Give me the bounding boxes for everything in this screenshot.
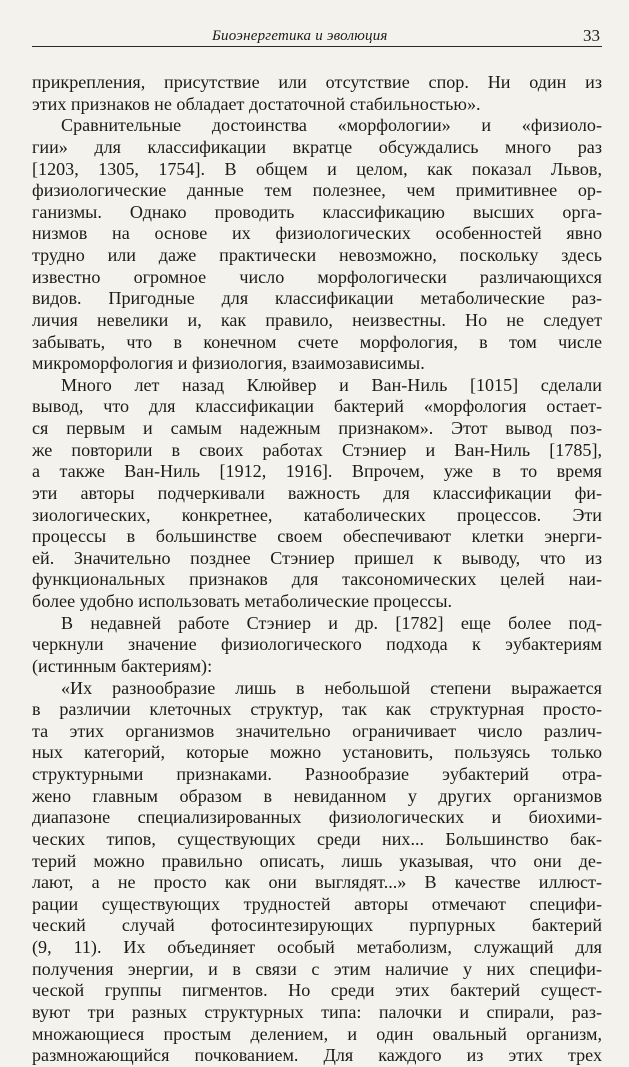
text-line: микроморфология и физиология, взаимозависимы. <box>32 353 425 374</box>
text-line: же повторили в своих работах Стэниер и Ван-Ниль [1785], <box>32 439 602 460</box>
text-line: ческой группы пигментов. Но среди этих бактерий сущест- <box>32 980 602 1001</box>
text-line: функциональных признаков для таксономических целей наи- <box>32 569 602 590</box>
text-line: вывод, что для классификации бактерий «морфология остает- <box>32 396 602 417</box>
text-line: прикрепления, присутствие или отсутствие спор. Ни один из <box>32 72 602 92</box>
text-line: ных категорий, которые можно установить, пользуясь только <box>32 742 602 763</box>
text-line: Много лет назад Клюйвер и Ван-Ниль [1015] сделали <box>61 374 602 395</box>
text-line: личия невелики и, как правило, неизвестны. Но не следует <box>32 309 602 330</box>
page-number: 33 <box>583 26 600 45</box>
text-line: забывать, что в конечном счете морфология, в том числе <box>32 331 602 352</box>
text-line: жено главным образом в невиданном у других организмов <box>32 785 602 806</box>
text-line: структурными признаками. Разнообразие эубактерий отра- <box>32 764 602 784</box>
text-line: ческий случай фотосинтезирующих пурпурных бактерий <box>32 915 602 936</box>
text-line: [1203, 1305, 1754]. В общем и целом, как показал Львов, <box>32 158 602 179</box>
text-line: (9, 11). Их объединяет особый метаболизм, служащий для <box>32 937 602 957</box>
text-line: физиологические данные тем полезнее, чем примитивнее ор- <box>32 180 602 201</box>
text-line: В недавней работе Стэниер и др. [1782] еще более под- <box>61 612 602 633</box>
text-line: размножающийся почкованием. Для каждого из этих трех <box>32 1045 602 1066</box>
text-line: терий можно правильно описать, лишь указывая, что они де- <box>32 850 602 871</box>
running-title: Биоэнергетика и эволюция <box>212 28 388 44</box>
text-line: ся первым и самым надежным признаком». Этот вывод поз- <box>32 418 602 438</box>
text-line: низмов на основе их физиологических особенностей явно <box>32 223 602 244</box>
text-line: процессы в большинстве своем обеспечивают клетки энерги- <box>32 526 602 547</box>
text-line: ческих типов, существующих среди них... Большинство бак- <box>32 828 602 849</box>
text-line: ей. Значительно позднее Стэниер пришел к выводу, что из <box>32 547 602 568</box>
text-line: в различии клеточных структур, так как структурная просто- <box>32 699 602 720</box>
text-line: гии» для классификации вкратце обсуждались много раз <box>32 136 602 157</box>
text-line: Сравнительные достоинства «морфологии» и «физиоло- <box>61 115 602 136</box>
text-line: более удобно использовать метаболические процессы. <box>32 591 453 611</box>
text-line: зиологических, конкретнее, катаболических процессов. Эти <box>32 504 602 525</box>
text-line: ганизмы. Однако проводить классификацию высших орга- <box>32 201 602 222</box>
text-line: множающиеся простым делением, и один овальный организм, <box>32 1023 602 1044</box>
text-line: «Их разнообразие лишь в небольшой степени выражается <box>61 677 602 698</box>
text-line: а также Ван-Ниль [1912, 1916]. Впрочем, уже в то время <box>32 461 602 482</box>
body-text <box>32 72 602 1067</box>
text-line: (истинным бактериям): <box>32 655 213 676</box>
text-line: вуют три разных структурных типа: палочки и спирали, раз- <box>32 1001 602 1022</box>
text-line: рации существующих трудностей авторы отмечают специфи- <box>32 893 602 914</box>
text-line: лают, а не просто как они выглядят...» В качестве иллюст- <box>32 872 602 893</box>
text-line: диапазоне специализированных физиологических и биохими- <box>32 807 602 828</box>
text-line: этих признаков не обладает достаточной стабильностью». <box>32 93 481 114</box>
text-line: трудно или даже практически невозможно, поскольку здесь <box>32 245 602 265</box>
text-line: та этих организмов значительно ограничивает число различ- <box>32 720 602 741</box>
text-line: черкнули значение физиологического подхода к эубактериям <box>32 634 602 655</box>
text-line: эти авторы подчеркивали важность для классификации фи- <box>32 482 602 503</box>
page-header <box>32 26 602 47</box>
text-line: получения энергии, и в связи с этим наличие у них специфи- <box>32 958 602 979</box>
text-line: видов. Пригодные для классификации метаболические раз- <box>32 288 602 309</box>
text-line: известно огромное число морфологически различающихся <box>32 266 602 287</box>
